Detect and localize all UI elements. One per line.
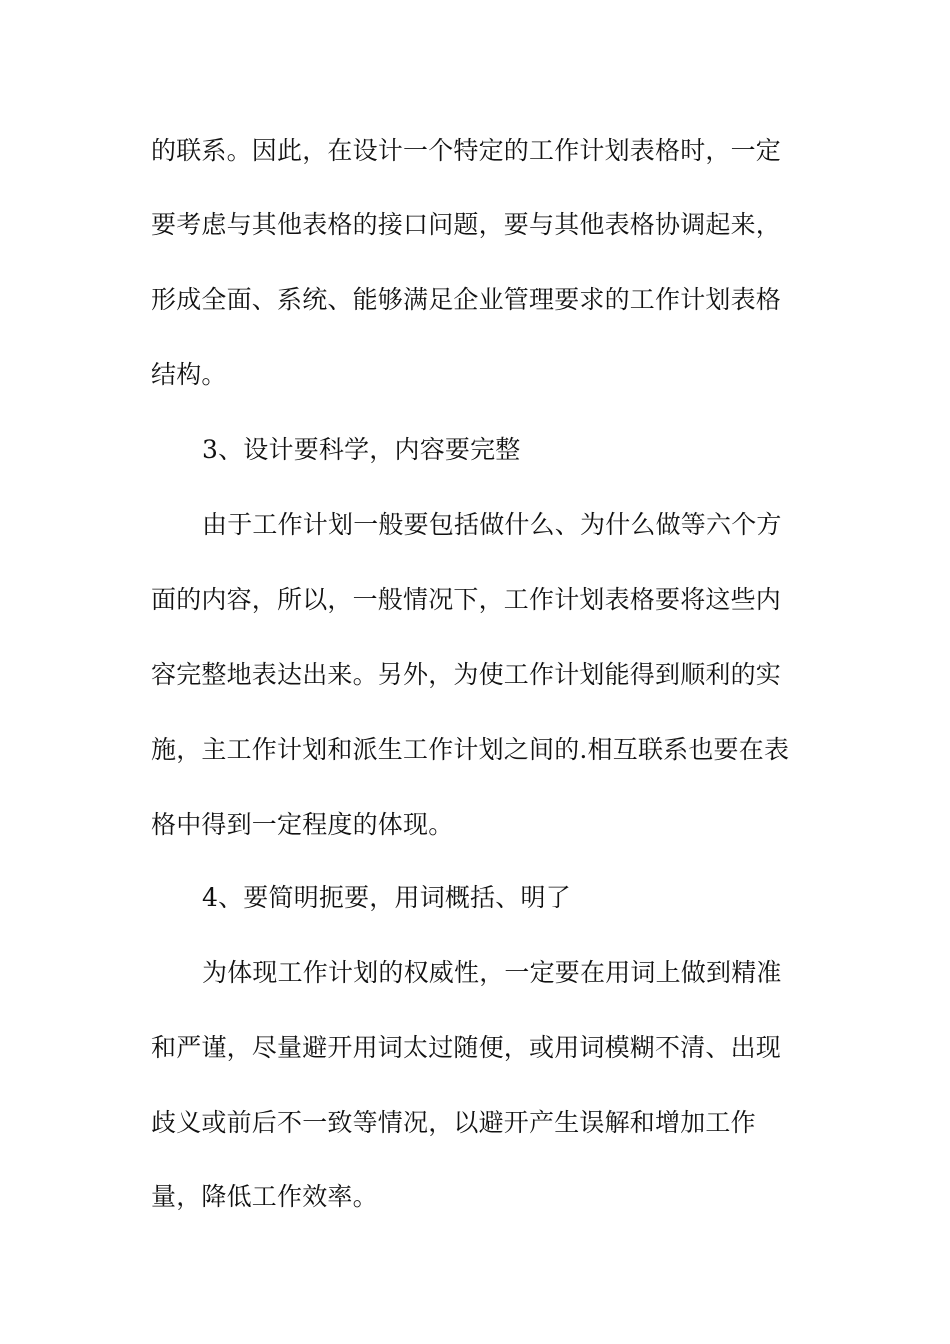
paragraph-3-line-1: 为体现工作计划的权威性，一定要在用词上做到精准 bbox=[202, 958, 782, 987]
paragraph-3-line-3: 歧义或前后不一致等情况，以避开产生误解和增加工作 bbox=[151, 1108, 756, 1137]
paragraph-1-line-4: 结构。 bbox=[151, 360, 227, 389]
paragraph-2-line-2: 面的内容，所以，一般情况下，工作计划表格要将这些内 bbox=[151, 585, 782, 614]
paragraph-1-line-1: 的联系。因此，在设计一个特定的工作计划表格时，一定 bbox=[151, 136, 782, 165]
paragraph-1-line-2: 要考虑与其他表格的接口问题，要与其他表格协调起来， bbox=[151, 210, 782, 239]
paragraph-1-line-3: 形成全面、系统、能够满足企业管理要求的工作计划表格 bbox=[151, 285, 782, 314]
paragraph-2-line-4: 施，主工作计划和派生工作计划之间的.相互联系也要在表 bbox=[151, 735, 790, 764]
paragraph-2-line-5: 格中得到一定程度的体现。 bbox=[151, 810, 454, 839]
paragraph-2-line-1: 由于工作计划一般要包括做什么、为什么做等六个方 bbox=[202, 510, 782, 539]
paragraph-3-line-4: 量，降低工作效率。 bbox=[151, 1182, 378, 1211]
section-heading-4: 4、要简明扼要，用词概括、明了 bbox=[202, 883, 571, 912]
paragraph-3-line-2: 和严谨，尽量避开用词太过随便，或用词模糊不清、出现 bbox=[151, 1033, 782, 1062]
section-heading-3: 3、设计要科学，内容要完整 bbox=[202, 435, 521, 464]
paragraph-2-line-3: 容完整地表达出来。另外，为使工作计划能得到顺利的实 bbox=[151, 660, 782, 689]
